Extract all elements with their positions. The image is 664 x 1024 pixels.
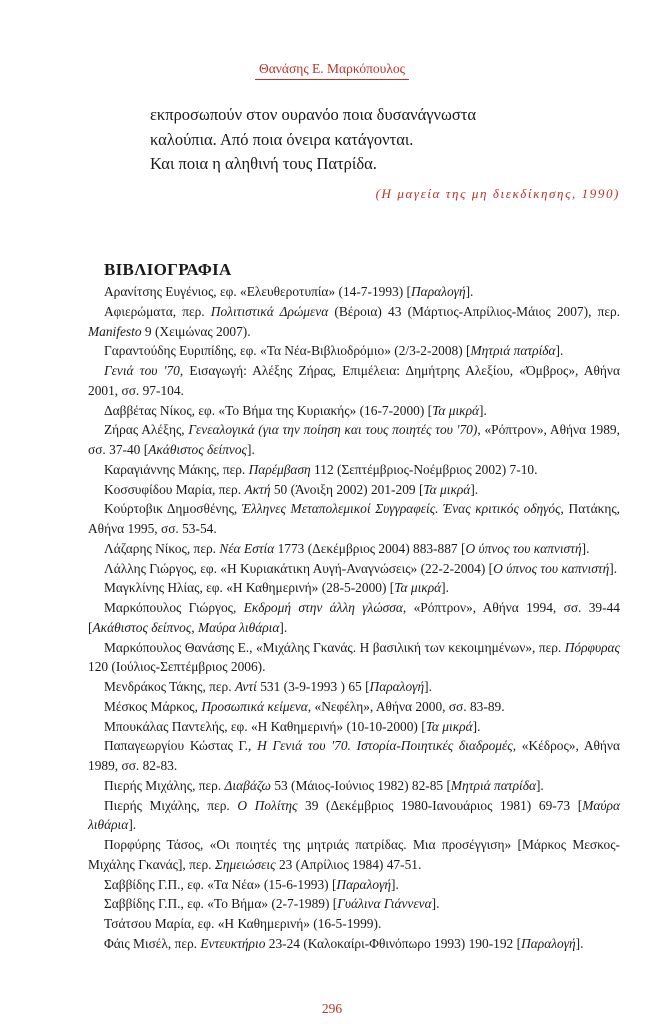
bibliography-entry: [88, 578, 620, 598]
entry-text: Πορφύρης Τάσος, «Οι ποιητές της μητριάς πατρίδας. Μια προσέγγιση» [Μάρκος Μεσκος-Μιχάλης Γκανάς], περ.: [88, 837, 620, 872]
entry-text: ].: [535, 777, 544, 793]
bibliography-entry: [88, 835, 620, 875]
poem-line: εκπροσωπούν στον ουρανόο ποια δυσανάγνωστα: [150, 105, 477, 124]
entry-title-italic: Τα μικρά: [394, 580, 442, 596]
entry-title-italic: Ακάθιστος δείπνος, Μαύρα λιθάρια: [92, 619, 280, 635]
entry-title-italic: Ο ύπνος του καπνιστή: [493, 560, 610, 576]
entry-title-italic: Τα μικρά: [432, 402, 480, 418]
entry-title-italic: Νέα Εστία: [219, 540, 275, 556]
entry-text: 531 (3-9-1993 ) 65 [: [256, 679, 370, 694]
bibliography-entry: [88, 776, 620, 796]
entry-text: ].: [424, 679, 432, 694]
entry-text: ].: [391, 876, 399, 892]
entry-title-italic: Έλληνες Μεταπολεμικοί Συγγραφείς. Ένας κριτικός οδηγός: [241, 501, 561, 517]
poem-excerpt: [150, 103, 620, 177]
entry-text: ].: [470, 481, 479, 497]
entry-text: 23 (Απρίλιος 1984) 47-51.: [275, 856, 422, 872]
entry-title-italic: Η Γενιά του '70. Ιστορία-Ποιητικές διαδρομές: [257, 738, 513, 754]
entry-text: 23-24 (Καλοκαίρι-Φθινόπωρο 1993) 190-192 [: [265, 935, 522, 951]
entry-title-italic: Αντί: [234, 679, 257, 694]
entry-text: ].: [479, 402, 487, 418]
entry-text: ].: [128, 817, 137, 833]
entry-text: Μέσκος Μάρκος,: [104, 698, 202, 714]
bibliography-list: [88, 282, 620, 954]
entry-title-italic: Μητριά πατρίδα: [470, 343, 556, 359]
entry-title-italic: Τα μικρά: [425, 718, 473, 734]
entry-text: , «Νεφέλη», Αθήνα 2000, σσ. 83-89.: [307, 698, 505, 714]
entry-text: ].: [555, 343, 564, 359]
entry-text: Μαρκόπουλος Γιώργος,: [104, 600, 244, 615]
entry-title-italic: Πολιτιστικά Δρώμενα: [210, 303, 329, 319]
entry-title-italic: Εκδρομή στην άλλη γλώσσα: [243, 600, 403, 615]
bibliography-entry: [88, 460, 620, 480]
entry-text: Σαββίδης Γ.Π., εφ. «Το Βήμα» (2-7-1989) [: [104, 896, 338, 912]
entry-text: Μενδράκος Τάκης, περ.: [104, 679, 235, 694]
bibliography-entry: [88, 420, 620, 460]
running-header: [0, 60, 664, 80]
entry-title-italic: Εντευκτήριο: [200, 935, 266, 951]
entry-text: Καραγιάννης Μάκης, περ.: [104, 461, 249, 477]
entry-title-italic: Ο Πολίτης: [237, 797, 298, 813]
entry-text: Κοσσυφίδου Μαρία, περ.: [104, 481, 245, 497]
author-name: Θανάσης Ε. Μαρκόπουλος: [255, 61, 409, 80]
entry-text: Ζήρας Αλέξης,: [104, 422, 189, 438]
bibliography-entry: [88, 894, 620, 914]
entry-title-italic: Γενιά του '70: [104, 363, 180, 378]
entry-text: Μαγκλίνης Ηλίας, εφ. «Η Καθημερινή» (28-5-2000) [: [104, 580, 395, 596]
entry-text: Πιερής Μιχάλης, περ.: [104, 777, 225, 793]
entry-title-italic: Γυάλινα Γιάννενα: [337, 896, 432, 912]
entry-text: 50 (Άνοιξη 2002) 201-209 [: [270, 481, 424, 497]
entry-text: ].: [465, 284, 474, 299]
entry-title-italic: Προσωπικά κείμενα: [201, 698, 308, 714]
entry-text: Κούρτοβικ Δημοσθένης,: [104, 501, 242, 517]
entry-text: 112 (Σεπτέμβριος-Νοέμβριος 2002) 7-10.: [310, 461, 538, 477]
entry-title-italic: Παραλογή: [336, 876, 391, 892]
entry-text: ].: [609, 560, 618, 576]
entry-text: ].: [431, 896, 440, 912]
entry-text: , «Ρόπτρον», Αθήνα 1994, σσ. 39-44 [: [88, 600, 620, 635]
bibliography-entry: [88, 677, 620, 697]
entry-title-italic: Παραλογή: [521, 935, 576, 951]
bibliography-entry: [88, 480, 620, 500]
entry-text: 9 (Χειμώνας 2007).: [141, 323, 251, 339]
entry-text: Λάζαρης Νίκος, περ.: [104, 540, 220, 556]
entry-text: ].: [247, 442, 255, 457]
entry-text: Πιερής Μιχάλης, περ.: [104, 797, 238, 813]
entry-text: Σαββίδης Γ.Π., εφ. «Τα Νέα» (15-6-1993) [: [104, 876, 337, 892]
entry-text: Παπαγεωργίου Κώστας Γ.,: [104, 738, 258, 754]
entry-title-italic: Ακτή: [244, 481, 271, 497]
entry-text: ].: [575, 935, 584, 951]
entry-title-italic: Μητριά πατρίδα: [450, 777, 536, 793]
entry-text: Αφιερώματα, περ.: [104, 303, 211, 319]
bibliography-entry: [88, 796, 620, 836]
entry-text: , Πατάκης, Αθήνα 1995, σσ. 53-54.: [88, 501, 621, 536]
entry-text: (Βέροια) 43 (Μάρτιος-Απρίλιος-Μάιος 2007), περ.: [328, 303, 621, 319]
entry-text: , «Ρόπτρον», Αθήνα 1989, σσ. 37-40 [: [88, 422, 620, 457]
bibliography-entry: [88, 341, 620, 361]
entry-text: ].: [472, 718, 481, 734]
bibliography-entry: [88, 717, 620, 737]
bibliography-entry: [88, 914, 620, 934]
bibliography-entry: [88, 539, 620, 559]
entry-title-italic: Γενεαλογικά (για την ποίηση και τους ποιητές του '70): [188, 422, 478, 438]
bibliography-entry: [88, 361, 620, 401]
entry-title-italic: Πόρφυρας: [564, 639, 620, 655]
bibliography-entry: [88, 934, 620, 954]
bibliography-entry: [88, 638, 620, 678]
bibliography-entry: [88, 697, 620, 717]
entry-text: Λάλλης Γιώργος, εφ. «Η Κυριακάτικη Αυγή-Αναγνώσεις» (22-2-2004) [: [104, 560, 494, 576]
entry-text: 39 (Δεκέμβριος 1980-Ιανουάριος 1981) 69-73 [: [297, 797, 583, 813]
entry-text: Μαρκόπουλος Θανάσης Ε., «Μιχάλης Γκανάς. Η βασιλική των κεκοιμημένων», περ.: [104, 639, 565, 655]
entry-text: , Εισαγωγή: Αλέξης Ζήρας, Επιμέλεια: Δημήτρης Αλεξίου, «Όμβρος», Αθήνα 2001, σσ. 97-104.: [88, 363, 620, 398]
bibliography-entry: [88, 875, 620, 895]
entry-text: Δαββέτας Νίκος, εφ. «Το Βήμα της Κυριακής» (16-7-2000) [: [104, 402, 433, 418]
bibliography-entry: [88, 401, 620, 421]
entry-text: Γαραντούδης Ευριπίδης, εφ. «Τα Νέα-Βιβλιοδρόμιο» (2/3-2-2008) [: [104, 343, 471, 359]
entry-text: Αρανίτσης Ευγένιος, εφ. «Ελευθεροτυπία» (14-7-1993) [: [104, 284, 412, 299]
entry-text: Φάις Μισέλ, περ.: [104, 935, 201, 951]
entry-title-italic: Manifesto: [88, 323, 142, 339]
bibliography-entry: [88, 559, 620, 579]
poem-source: (Η μαγεία της μη διεκδίκησης, 1990): [375, 186, 620, 201]
entry-title-italic: Παρέμβαση: [248, 461, 311, 477]
entry-text: Τσάτσου Μαρία, εφ. «Η Καθημερινή» (16-5-1999).: [104, 916, 382, 931]
entry-text: ].: [279, 619, 288, 635]
entry-title-italic: Ο ύπνος του καπνιστή: [465, 540, 582, 556]
entry-title-italic: Παραλογή: [369, 679, 425, 694]
entry-title-italic: Διαβάζω: [224, 777, 271, 793]
poem-line: καλούπια. Από ποια όνειρα κατάγονται.: [150, 129, 414, 149]
bibliography-entry: [88, 598, 620, 638]
bibliography-heading: ΒΙΒΛΙΟΓΡΑΦΙΑ: [104, 260, 232, 279]
entry-text: Μπουκάλας Παντελής, εφ. «Η Καθημερινή» (10-10-2000) [: [104, 718, 426, 734]
entry-text: , «Κέδρος», Αθήνα 1989, σσ. 82-83.: [88, 738, 620, 773]
entry-title-italic: Σημειώσεις: [214, 856, 276, 872]
page-number: 296: [321, 1001, 343, 1016]
poem-line: Και ποια η αληθινή τους Πατρίδα.: [150, 154, 377, 173]
bibliography-entry: [88, 282, 620, 302]
bibliography-entry: [88, 499, 620, 539]
bibliography-entry: [88, 302, 620, 342]
bibliography-entry: [88, 736, 620, 776]
entry-title-italic: Μαύρα λιθάρια: [88, 797, 620, 833]
entry-title-italic: Ακάθιστος δείπνος: [148, 442, 247, 457]
entry-text: ].: [441, 580, 449, 596]
entry-title-italic: Τα μικρά: [423, 481, 471, 497]
entry-text: 120 (Ιούλιος-Σεπτέμβριος 2006).: [88, 659, 266, 675]
entry-title-italic: Παραλογή: [411, 284, 466, 299]
entry-text: 1773 (Δεκέμβριος 2004) 883-887 [: [274, 540, 466, 556]
entry-text: 53 (Μάιος-Ιούνιος 1982) 82-85 [: [270, 777, 451, 793]
entry-text: ].: [581, 540, 590, 556]
